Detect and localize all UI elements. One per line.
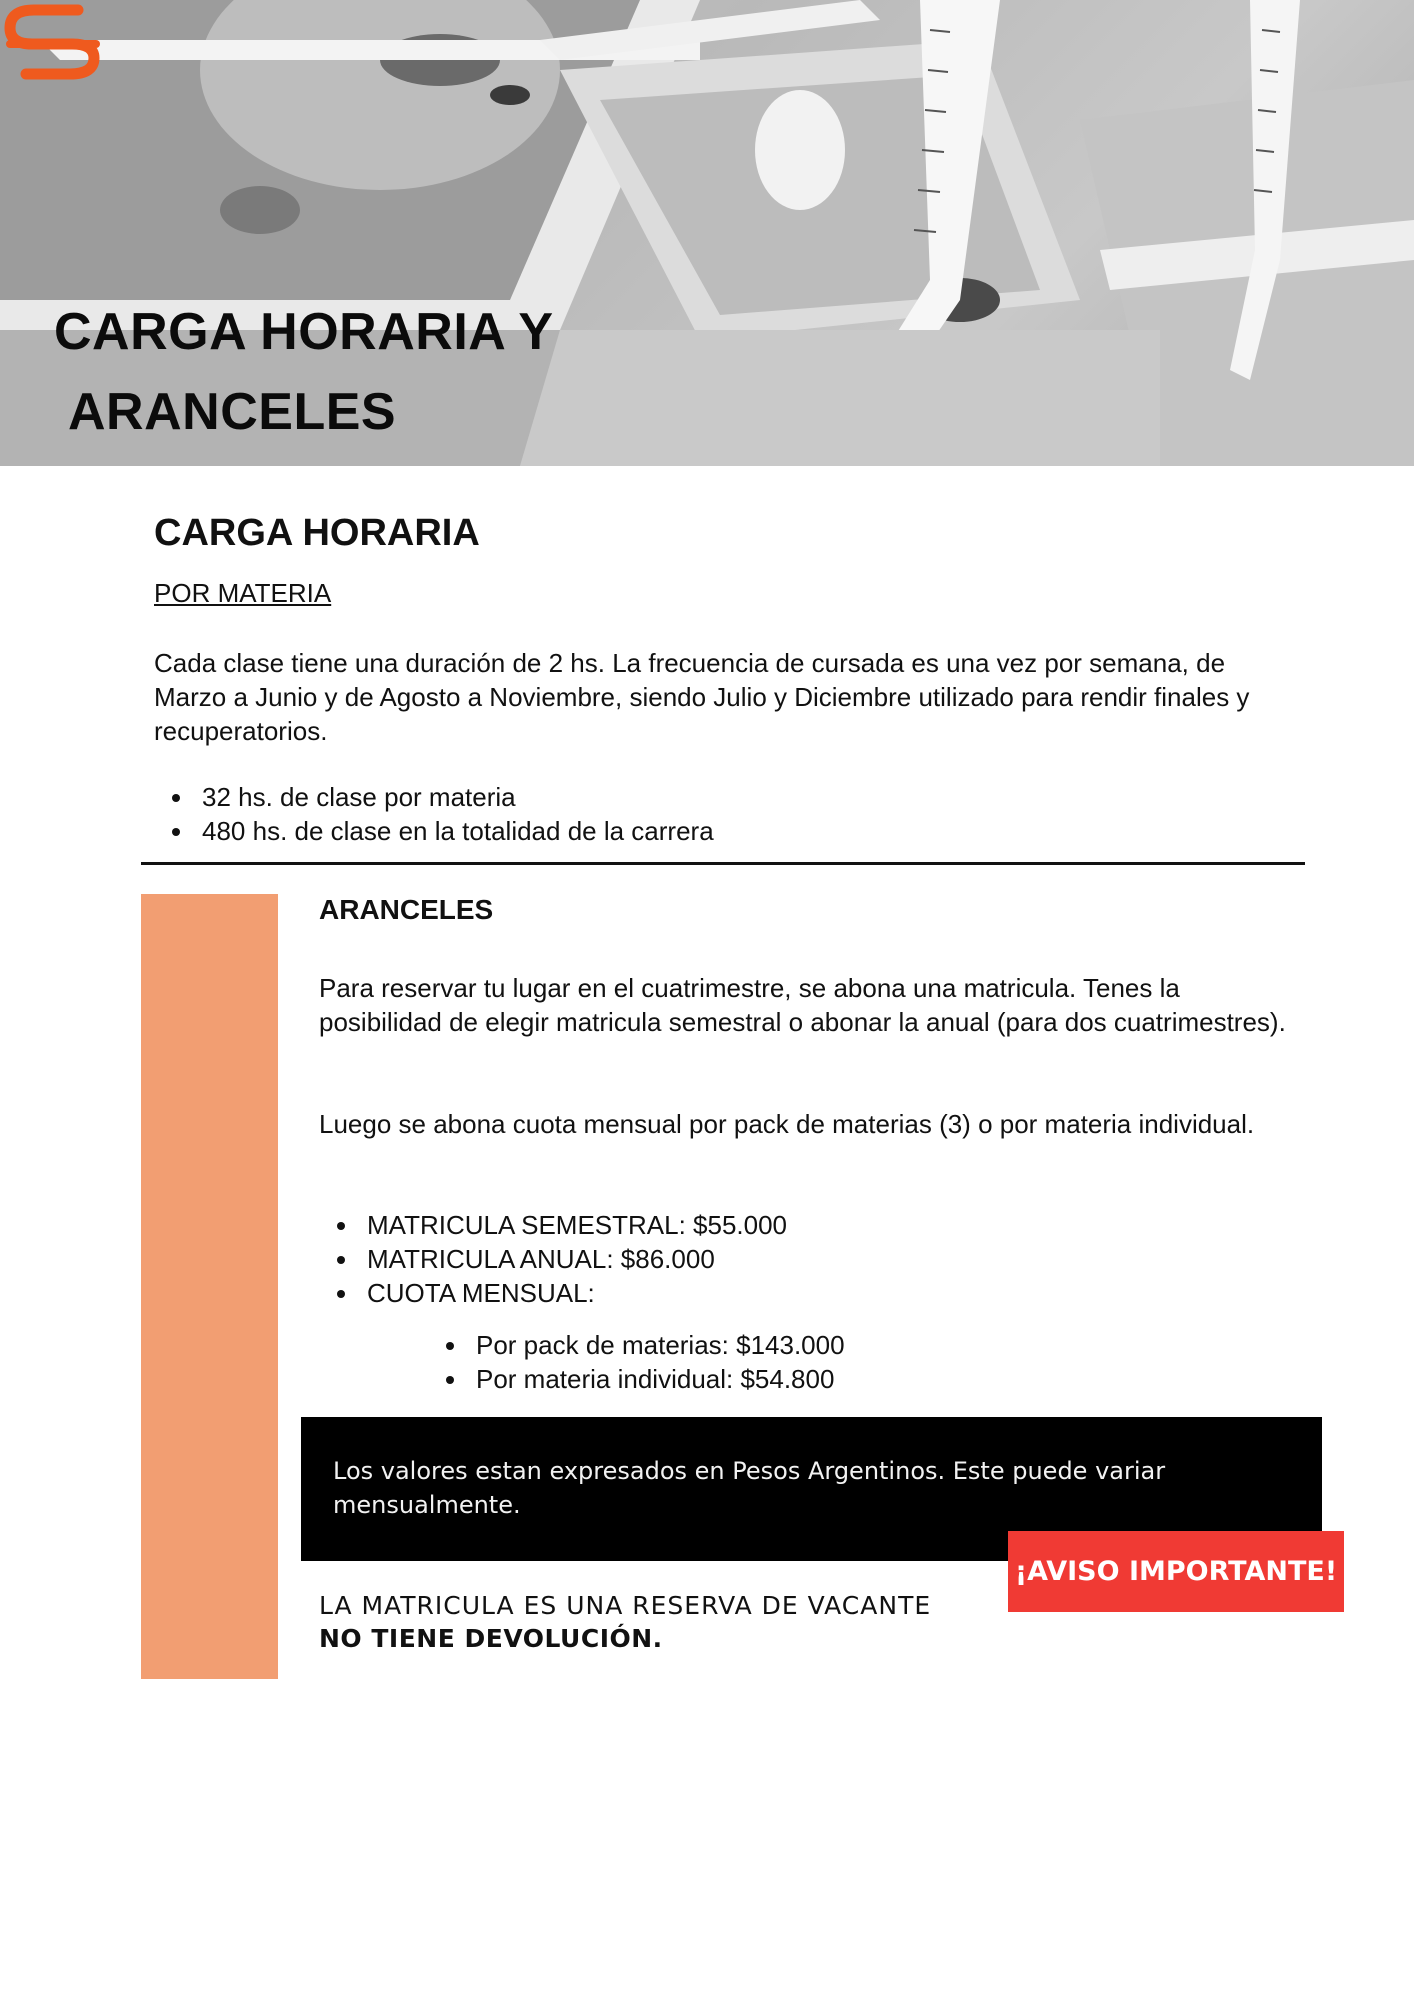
aranceles-price-list [319,1208,787,1310]
carga-horaria-heading: CARGA HORARIA [154,512,480,554]
aranceles-heading: ARANCELES [319,894,494,925]
list-item: MATRICULA SEMESTRAL: $55.000 [319,1208,787,1242]
no-refund-note: NO TIENE DEVOLUCIÓN. [319,1624,663,1653]
page-title [54,292,554,452]
currency-notice-text: Los valores estan expresados en Pesos Argentinos. Este puede variar mensualmente. [333,1457,1166,1519]
carga-horaria-list [154,780,714,848]
header-banner [0,0,1414,466]
list-item: MATRICULA ANUAL: $86.000 [319,1242,787,1276]
aranceles-paragraph-1: Para reservar tu lugar en el cuatrimestre, se abona una matricula. Tenes la posibilidad de elegir matricula semestral o abonar la anual (para dos cuatrimestres). [319,973,1286,1037]
por-materia-subheading: POR MATERIA [154,578,332,608]
carga-horaria-paragraph: Cada clase tiene una duración de 2 hs. La frecuencia de cursada es una vez por semana, de Marzo a Junio y de Agosto a Noviembre, siendo Julio y Diciembre utilizado para rendir finales y recuperatorios. [154,648,1250,746]
list-item: Por materia individual: $54.800 [428,1362,845,1396]
aviso-importante-badge: ¡AVISO IMPORTANTE! [1008,1531,1344,1612]
matricula-note: LA MATRICULA ES UNA RESERVA DE VACANTE [319,1591,932,1620]
page-title-line2: ARANCELES [68,383,397,441]
accent-side-bar [141,894,278,1679]
list-item: CUOTA MENSUAL: [319,1276,787,1310]
list-item: Por pack de materias: $143.000 [428,1328,845,1362]
list-item: 480 hs. de clase en la totalidad de la carrera [154,814,714,848]
cuota-mensual-list [428,1328,845,1396]
section-divider [141,862,1305,865]
page-title-line1: CARGA HORARIA Y [54,303,554,361]
aranceles-paragraph-2: Luego se abona cuota mensual por pack de materias (3) o por materia individual. [319,1109,1255,1139]
s-logo-icon [0,0,104,84]
list-item: 32 hs. de clase por materia [154,780,714,814]
